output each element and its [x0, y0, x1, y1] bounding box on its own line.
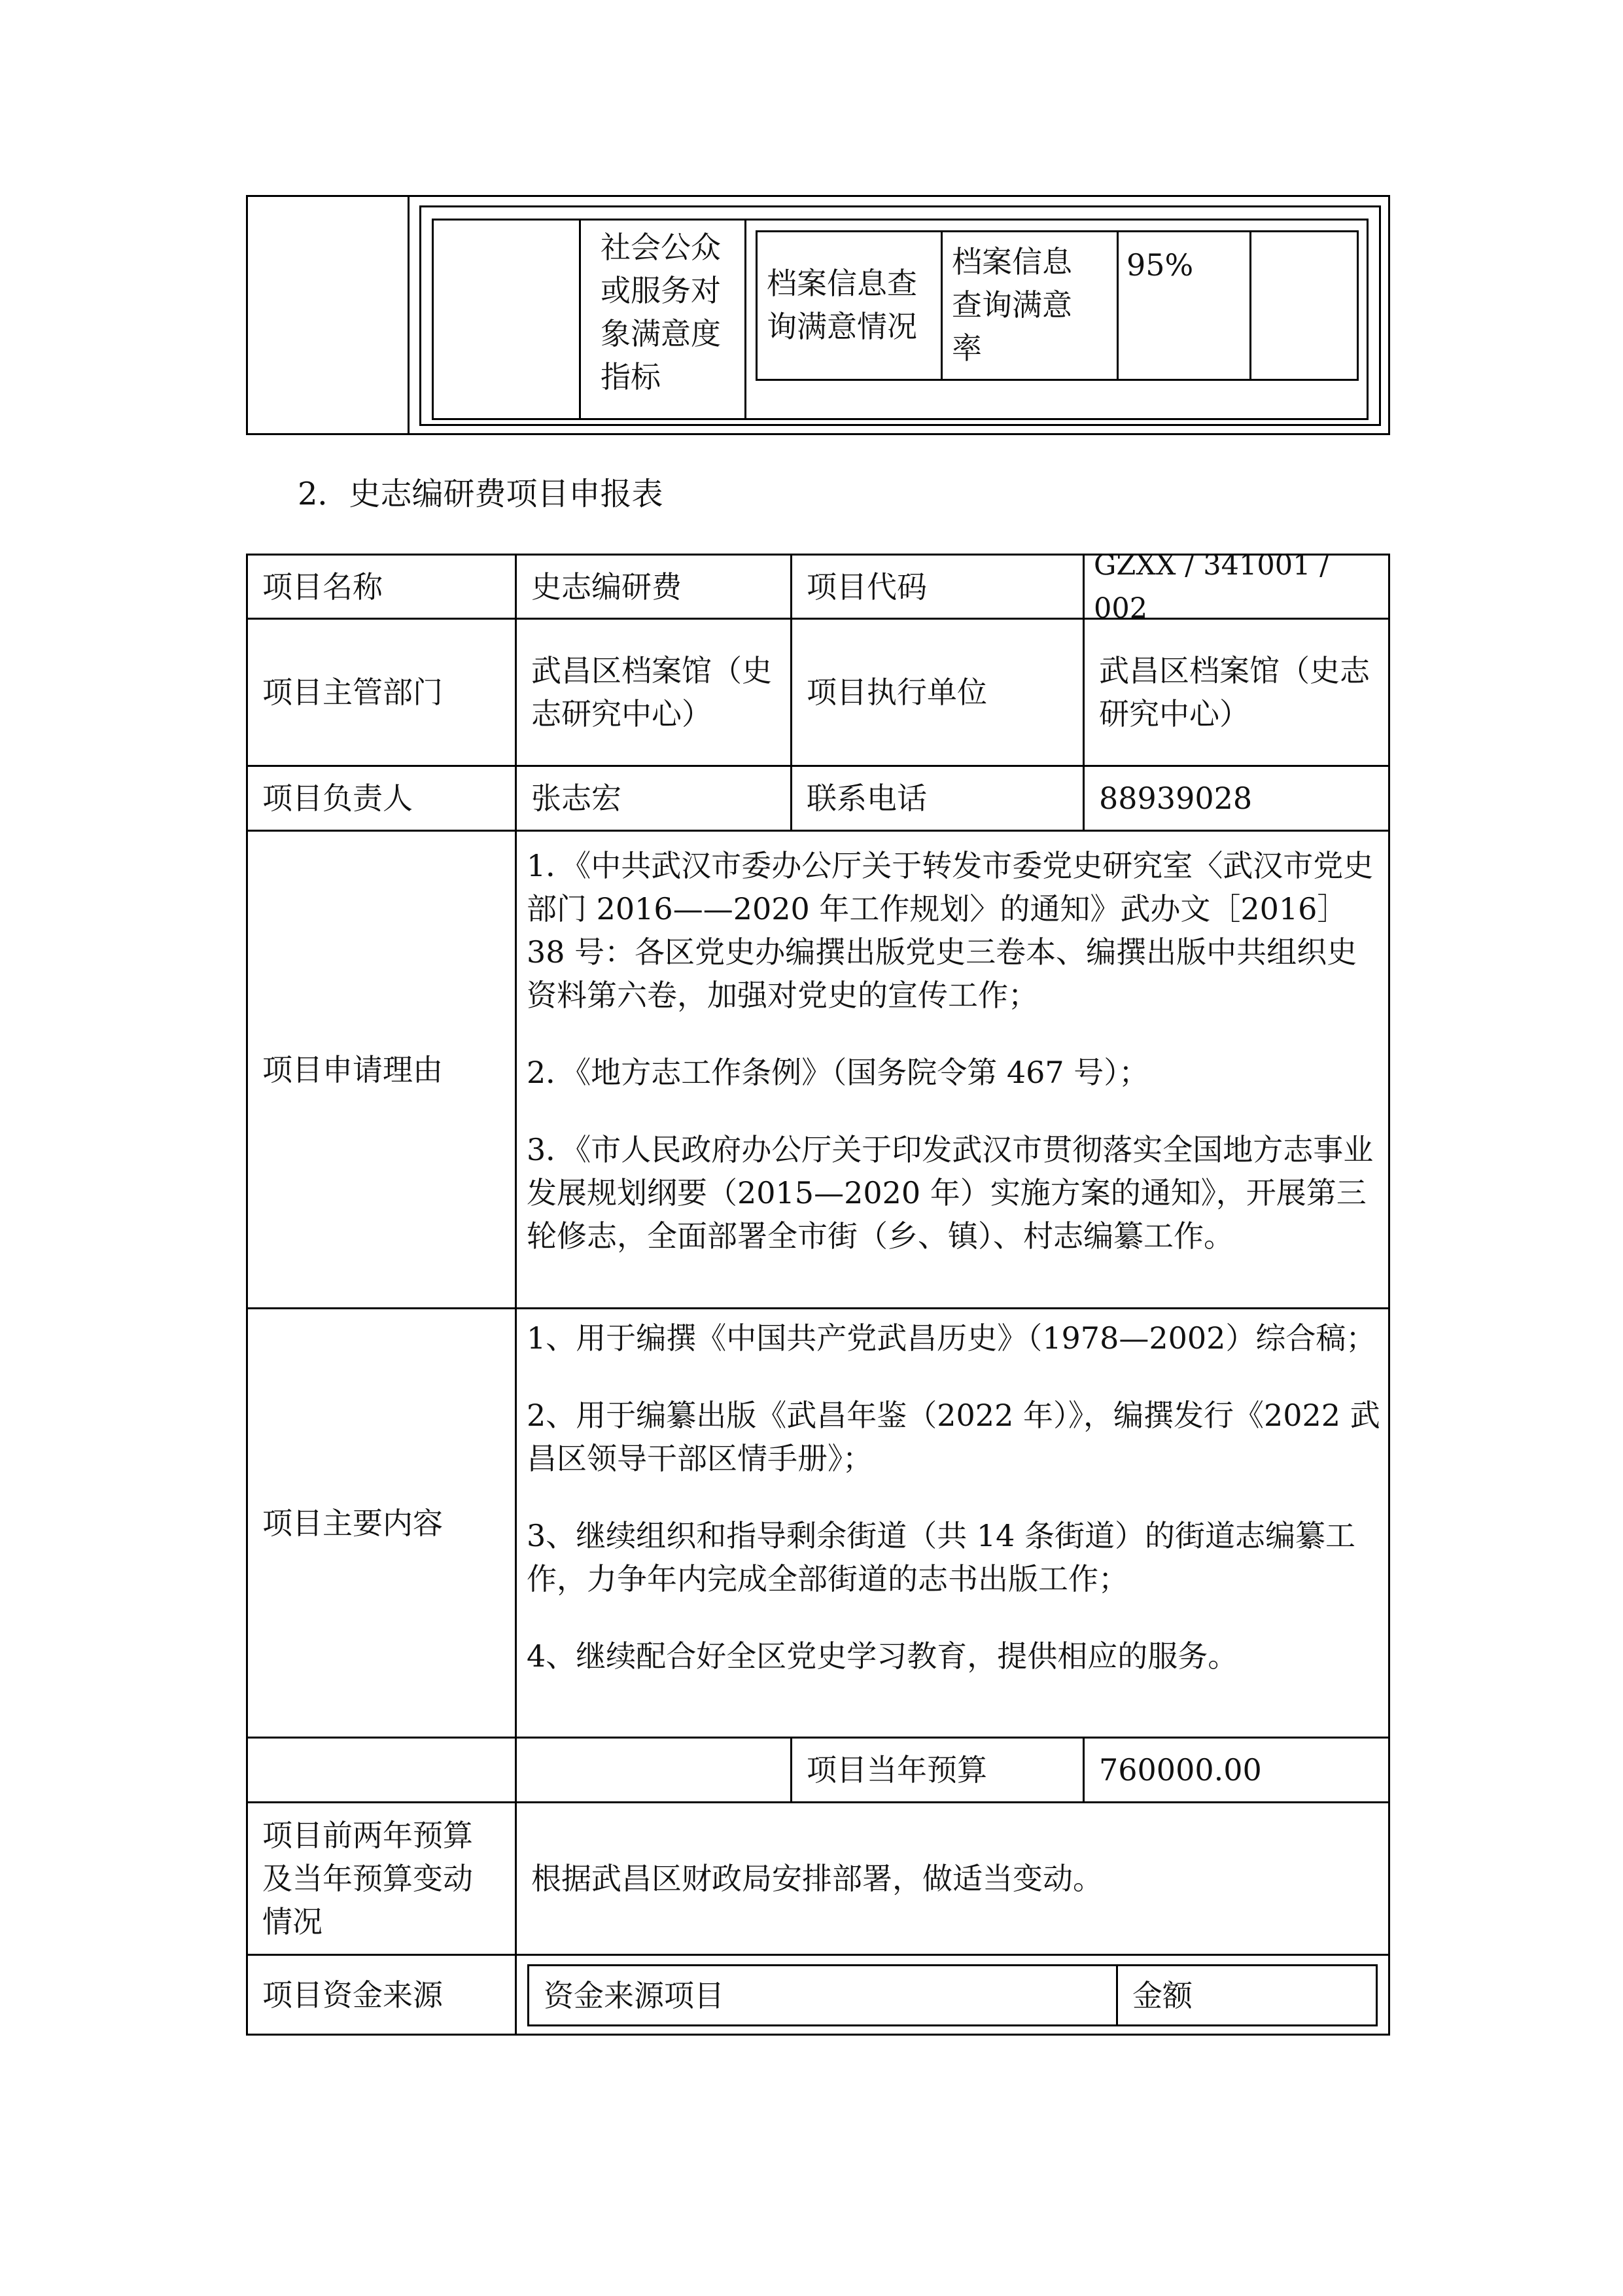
exec-value: 武昌区档案馆（史志研究中心） — [1099, 653, 1370, 732]
content-label: 项目主要内容 — [262, 1505, 443, 1541]
reason-label: 项目申请理由 — [262, 1051, 443, 1087]
dept-value: 武昌区档案馆（史志研究中心） — [531, 653, 772, 732]
top-indicator-divider-2 — [1117, 230, 1119, 381]
reason-list — [527, 844, 1380, 1258]
section-title: 2．史志编研费项目申报表 — [298, 476, 663, 512]
owner-value: 张志宏 — [531, 781, 621, 816]
phone-value: 88939028 — [1099, 781, 1253, 816]
fund-amount-header: 金额 — [1132, 1977, 1193, 2013]
reason-item: 3．《市人民政府办公厅关于印发武汉市贯彻落实全国地方志事业发展规划纲要（2015—2020 年）实施方案的通知》，开展第三轮修志，全面部署全市街（乡、镇）、村志编纂工作。 — [527, 1132, 1374, 1254]
budget-label: 项目当年预算 — [807, 1752, 987, 1788]
phone-label: 联系电话 — [807, 781, 927, 816]
project-name-label: 项目名称 — [262, 569, 383, 605]
owner-label: 项目负责人 — [262, 781, 413, 816]
content-item: 3、继续组织和指导剩余街道（共 14 条街道）的街道志编纂工作，力争年内完成全部街道的志书出版工作； — [527, 1518, 1356, 1597]
exec-label: 项目执行单位 — [807, 675, 987, 710]
top-metric: 档案信息查询满意率 — [952, 244, 1072, 366]
content-item: 4、继续配合好全区党史学习教育，提供相应的服务。 — [527, 1638, 1238, 1674]
top-inner-divider — [579, 219, 581, 420]
change-value: 根据武昌区财政局安排部署，做适当变动。 — [531, 1861, 1103, 1896]
top-category: 社会公众或服务对象满意度指标 — [601, 230, 721, 395]
change-label: 项目前两年预算及当年预算变动情况 — [262, 1818, 473, 1939]
project-name-value: 史志编研费 — [531, 569, 682, 605]
reason-item: 1．《中共武汉市委办公厅关于转发市委党史研究室〈武汉市党史部门 2016——2020 年工作规划〉的通知》武办文［2016］38 号：各区党史办编撰出版党史三卷本、编撰出版中共组织史资料第六卷，加强对党史的宣传工作； — [527, 848, 1374, 1013]
project-code-label: 项目代码 — [807, 569, 927, 605]
top-value: 95% — [1126, 247, 1194, 283]
top-table-divider — [408, 195, 410, 435]
content-list — [527, 1316, 1380, 1678]
project-code-value: GZXX / 341001 / 002 — [1094, 548, 1329, 625]
top-indicator: 档案信息查询满意情况 — [767, 266, 917, 344]
content-item: 2、用于编纂出版《武昌年鉴（2022 年）》，编撰发行《2022 武昌区领导干部区情手册》； — [527, 1398, 1380, 1476]
fund-label: 项目资金来源 — [262, 1977, 443, 2013]
reason-item: 2．《地方志工作条例》（国务院令第 467 号）； — [527, 1055, 1149, 1090]
top-inner-divider-2 — [744, 219, 746, 420]
budget-value: 760000.00 — [1099, 1752, 1262, 1788]
content-item: 1、用于编撰《中国共产党武昌历史》（1978—2002）综合稿； — [527, 1320, 1376, 1356]
fund-item-header: 资金来源项目 — [544, 1977, 724, 2013]
top-indicator-divider-3 — [1249, 230, 1251, 381]
dept-label: 项目主管部门 — [262, 675, 443, 710]
top-indicator-divider-1 — [941, 230, 943, 381]
